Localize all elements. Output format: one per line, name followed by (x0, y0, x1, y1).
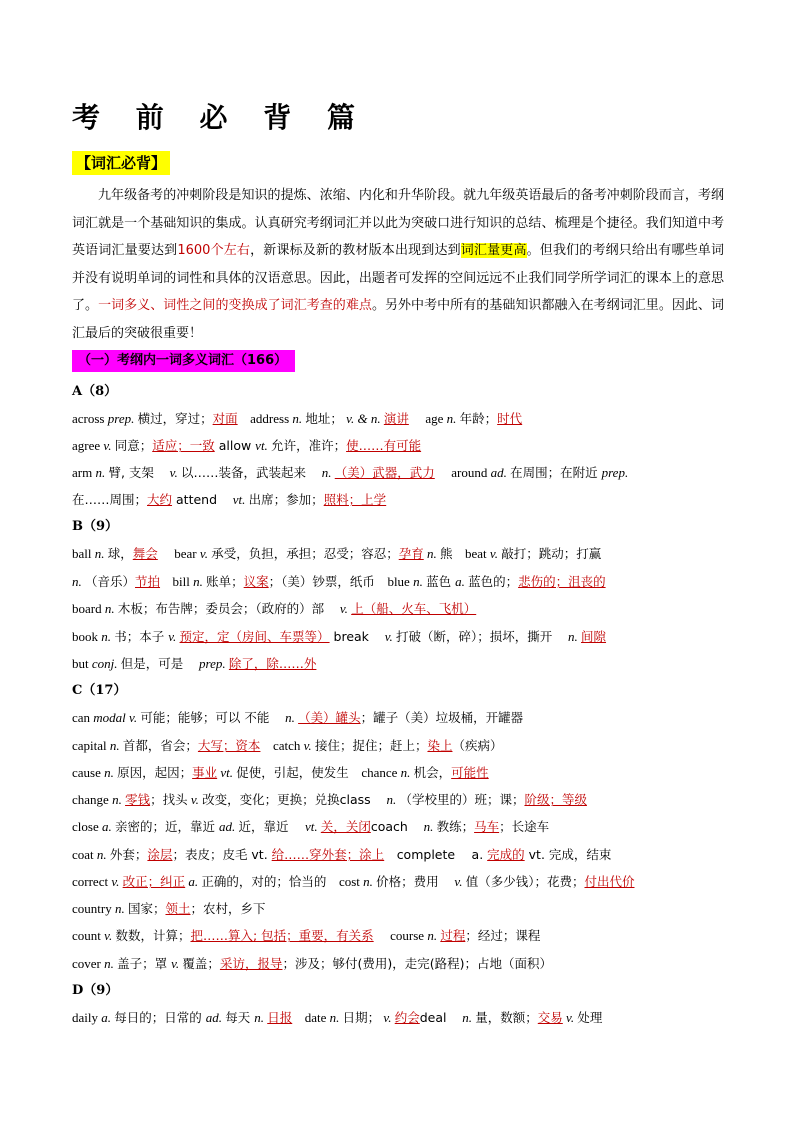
extended-meaning: 预定，定（房间、车票等） (179, 629, 330, 644)
extended-meaning: 改正；纠正 (122, 874, 186, 889)
headword: can (72, 710, 94, 725)
definition-text: 量，数额； (475, 1010, 538, 1025)
extended-meaning: 可能性 (451, 765, 489, 780)
headword: change (72, 792, 113, 807)
intro-text-3: 。但我们的考纲只给出有哪些单词并没有说明单词的词性和具体的汉语意思。因此，出题者可发挥的空间远远不止我们同学所学词汇的课本上的意思了。 (72, 243, 724, 313)
vocab-row (72, 436, 732, 456)
part-of-speech: a. (455, 574, 469, 589)
definition-text: 熊 (439, 546, 465, 561)
part-of-speech: n. (104, 956, 118, 971)
extended-meaning: 零钱 (125, 792, 151, 807)
part-of-speech: n. (420, 819, 437, 834)
headword: book (72, 629, 102, 644)
vocab-row (72, 736, 732, 756)
definition-text (409, 411, 425, 426)
extended-meaning: 孕育 (398, 546, 424, 561)
extended-meaning: 演讲 (383, 411, 409, 426)
part-of-speech: v. (451, 874, 466, 889)
headword: capital (72, 738, 110, 753)
headword: ball (72, 546, 95, 561)
definition-text: 接住；捉住；赶上； (314, 738, 428, 753)
vocab-row (72, 790, 732, 810)
definition-text: 可能；能够；可以 不能 (140, 710, 282, 725)
extended-meaning: 马车 (474, 819, 500, 834)
extended-meaning: 对面 (212, 411, 238, 426)
extended-meaning: 除了，除……外 (228, 656, 317, 671)
extended-meaning: 事业 (192, 765, 218, 780)
headword: correct (72, 874, 112, 889)
vocab-row (72, 572, 732, 592)
definition-text: coach (370, 819, 421, 834)
headword: date (304, 1010, 330, 1025)
headword: arm (72, 465, 96, 480)
definition-text: ；农村，乡下 (190, 901, 266, 916)
extended-meaning: 付出代价 (584, 874, 635, 889)
definition-text: 正确的，对的；恰当的 (201, 874, 339, 889)
extended-meaning: 领土 (165, 901, 191, 916)
vocab-row (72, 654, 732, 674)
part-of-speech: n. (281, 710, 299, 725)
part-of-speech: n. (363, 874, 377, 889)
definition-text: 承受，负担，承担；忍受；容忍； (211, 546, 399, 561)
definition-text: 打破（断，碎）；损坏，撕开 (396, 629, 565, 644)
vocab-row (72, 409, 732, 429)
definition-text (435, 465, 451, 480)
extended-meaning: 采访，报导 (219, 956, 283, 971)
headword: cover (72, 956, 105, 971)
intro-text-4: 。另外中考中所有的基础知识都融入在考纲词汇里。因此、词汇最后的突破很重要！ (72, 298, 724, 341)
vocab-row (72, 926, 732, 946)
part-of-speech: v. (562, 1010, 578, 1025)
part-of-speech: n. (193, 574, 207, 589)
definition-text: 允许，准许； (271, 438, 347, 453)
definition-text: 促使，引起，使发生 (236, 765, 362, 780)
extended-meaning: 给……穿外套；涂上 (271, 847, 385, 862)
definition-text: 外套； (109, 847, 148, 862)
headword: bear (174, 546, 200, 561)
part-of-speech: n. (104, 601, 118, 616)
part-of-speech: v. (103, 438, 115, 453)
vocab-row (72, 899, 732, 919)
headword: board (72, 601, 105, 616)
vocab-row (72, 845, 732, 865)
part-of-speech: n. (101, 629, 115, 644)
part-of-speech: v. (168, 629, 180, 644)
extended-meaning: 交易 (537, 1010, 563, 1025)
definition-text: ；（美）钞票，纸币 (268, 574, 388, 589)
headword: around (451, 465, 491, 480)
extended-meaning: 节拍 (135, 574, 161, 589)
definition-text: 臂, 支架 (108, 465, 167, 480)
definition-text: 亲密的；近，靠近 (114, 819, 219, 834)
extended-meaning: 过程 (440, 928, 466, 943)
definition-text: 但是，可是 (120, 656, 196, 671)
part-of-speech: ad. (490, 465, 511, 480)
extended-meaning: 阶级；等级 (524, 792, 587, 807)
part-of-speech: a. (101, 819, 115, 834)
definition-text: 书；本子 (114, 629, 169, 644)
extended-meaning: 时代 (497, 411, 523, 426)
definition-text (374, 928, 390, 943)
part-of-speech: v. (336, 601, 352, 616)
extended-meaning: 染上 (427, 738, 453, 753)
definition-text: 出席；参加； (248, 492, 324, 507)
definition-text: ；表皮；皮毛 vt. (172, 847, 272, 862)
part-of-speech: vt. (229, 492, 249, 507)
definition-text (158, 546, 174, 561)
definition-text: attend (172, 492, 230, 507)
intro-text-1: 九年级备考的冲刺阶段是知识的提炼、浓缩、内化和升华阶段。就九年级英语最后的备考冲刺阶段而言，考纲词汇就是一个基础知识的集成。认真研究考纲词汇并以此为突破口进行知识的总结、梳理是个捷径。我们知道中考英语词汇量要达到 (72, 188, 724, 258)
definition-text: 首都，省会； (122, 738, 198, 753)
definition-text: （疾病） (452, 738, 503, 753)
part-of-speech: n. (413, 574, 427, 589)
subsection-label: （一）考纲内一词多义词汇（166） (72, 350, 295, 372)
extended-meaning: 舞会 (132, 546, 158, 561)
definition-text: 原因，起因； (117, 765, 193, 780)
vocab-row (72, 599, 732, 619)
definition-text: 盖子；罩 (117, 956, 172, 971)
definition-text: 每天 (225, 1010, 255, 1025)
part-of-speech: n. (400, 765, 414, 780)
headword: close (72, 819, 102, 834)
extended-meaning: 上（船、火车、飞机） (351, 601, 477, 616)
part-of-speech: n. (383, 792, 400, 807)
headword: course (390, 928, 428, 943)
definition-text: 日期； (342, 1010, 381, 1025)
intro-highlight-difficulty: 一词多义、词性之间的变换成了词汇考查的难点 (98, 298, 372, 313)
part-of-speech: prep. (107, 411, 138, 426)
definition-text: 横过，穿过； (137, 411, 213, 426)
part-of-speech: n. (94, 546, 108, 561)
page-title: 考 前 必 背 篇 (72, 101, 368, 134)
part-of-speech: a. (101, 1010, 115, 1025)
group-header-a: A（8） (72, 384, 118, 399)
vocab-row (72, 490, 732, 510)
part-of-speech: v. (380, 1010, 395, 1025)
definition-text (292, 1010, 305, 1025)
part-of-speech: n. (318, 465, 335, 480)
definition-text: 处理 (577, 1010, 603, 1025)
part-of-speech: n. (329, 1010, 343, 1025)
headword: coat (72, 847, 97, 862)
definition-text: 以……装备，武装起来 (180, 465, 319, 480)
vocab-row (72, 544, 732, 564)
part-of-speech: ad. (205, 1010, 226, 1025)
vocab-row (72, 763, 732, 783)
definition-text: vt. 完成，结束 (524, 847, 612, 862)
vocab-row (72, 708, 732, 728)
extended-meaning: 涂层 (147, 847, 173, 862)
extended-meaning: 间隙 (581, 629, 607, 644)
headword: daily (72, 1010, 102, 1025)
intro-highlight-count: 1600个左右 (177, 243, 251, 258)
part-of-speech: n. (104, 765, 118, 780)
extended-meaning: 日报 (267, 1010, 293, 1025)
definition-text: 机会， (413, 765, 452, 780)
definition-text: 价格；费用 (376, 874, 452, 889)
definition-text: 敲打；跳动；打赢 (501, 546, 602, 561)
definition-text: 教练； (436, 819, 475, 834)
part-of-speech: v. (166, 465, 181, 480)
part-of-speech: v. (171, 956, 183, 971)
group-header-d: D（9） (72, 983, 119, 998)
part-of-speech: vt. (255, 438, 272, 453)
headword: cost (338, 874, 364, 889)
headword: count (72, 928, 105, 943)
vocab-row (72, 872, 732, 892)
vocab-row (72, 1008, 732, 1028)
part-of-speech: n. (446, 411, 460, 426)
extended-meaning: 关，关闭 (320, 819, 371, 834)
headword: country (72, 901, 115, 916)
definition-text: allow (214, 438, 256, 453)
definition-text: ；罐子（美）垃圾桶，开罐器 (360, 710, 524, 725)
part-of-speech: n. (423, 546, 440, 561)
headword: catch (272, 738, 304, 753)
part-of-speech: n. (564, 629, 582, 644)
part-of-speech: prep. (195, 656, 229, 671)
part-of-speech: a. (185, 874, 202, 889)
headword: agree (72, 438, 104, 453)
vocab-row (72, 817, 732, 837)
group-header-c: C（17） (72, 683, 127, 698)
part-of-speech: n. (109, 738, 123, 753)
vocab-row (72, 463, 732, 483)
definition-text: 每日的；日常的 (114, 1010, 206, 1025)
part-of-speech: v. (111, 874, 123, 889)
part-of-speech: v. (199, 546, 212, 561)
part-of-speech: n. (112, 792, 126, 807)
headword: blue (387, 574, 414, 589)
part-of-speech: n. (72, 574, 85, 589)
extended-meaning: 悲伤的；沮丧的 (518, 574, 606, 589)
part-of-speech: modal v. (93, 710, 141, 725)
extended-meaning: 照料；上学 (323, 492, 387, 507)
extended-meaning: 大约 (147, 492, 173, 507)
headword: bill (172, 574, 194, 589)
vocab-row (72, 954, 732, 974)
headword: address (250, 411, 293, 426)
definition-text: 覆盖； (182, 956, 220, 971)
definition-text (238, 411, 251, 426)
headword: but (72, 656, 92, 671)
definition-text: ；经过；课程 (465, 928, 541, 943)
definition-text: 数数，计算； (115, 928, 191, 943)
part-of-speech: vt. (217, 765, 237, 780)
part-of-speech: v. (104, 928, 116, 943)
definition-text: 球， (107, 546, 133, 561)
definition-text: complete a. (384, 847, 488, 862)
extended-meaning: 议案 (243, 574, 269, 589)
definition-text: ；长途车 (499, 819, 550, 834)
part-of-speech: v. (489, 546, 502, 561)
extended-meaning: 完成的 (487, 847, 525, 862)
definition-text: 国家； (127, 901, 166, 916)
definition-text: 木板；布告牌；委员会；（政府的）部 (117, 601, 337, 616)
part-of-speech: n. (95, 465, 109, 480)
section-label-vocabulary: 【词汇必背】 (72, 151, 170, 175)
definition-text: 改变，变化；更换；兑换class (202, 792, 384, 807)
definition-text: 蓝色 (426, 574, 456, 589)
definition-text: break (329, 629, 382, 644)
part-of-speech: n. (114, 901, 128, 916)
part-of-speech: n. (254, 1010, 268, 1025)
part-of-speech: vt. (304, 819, 321, 834)
extended-meaning: （美）罐头 (298, 710, 361, 725)
part-of-speech: conj. (91, 656, 121, 671)
definition-text: （音乐） (85, 574, 136, 589)
part-of-speech: v. (303, 738, 315, 753)
part-of-speech: n. (427, 928, 441, 943)
headword: across (72, 411, 108, 426)
definition-text: （学校里的）班；课； (399, 792, 525, 807)
intro-highlight-yellow: 词汇量更高 (460, 243, 527, 258)
extended-meaning: （美）武器，武力 (334, 465, 435, 480)
definition-text: 蓝色的； (468, 574, 519, 589)
part-of-speech: v. & n. (342, 411, 384, 426)
part-of-speech: v. (187, 792, 203, 807)
definition-text (160, 574, 173, 589)
definition-text: 值（多少钱）；花费； (465, 874, 585, 889)
headword: chance (361, 765, 401, 780)
definition-text: ；涉及；够付(费用)，走完(路程)；占地（面积） (282, 956, 552, 971)
part-of-speech: n. (459, 1010, 476, 1025)
part-of-speech: n. (96, 847, 110, 862)
part-of-speech: n. (292, 411, 306, 426)
definition-text: 近，靠近 (238, 819, 305, 834)
intro-text-2: ，新课标及新的教材版本出现到达到 (250, 243, 461, 258)
definition-text: 在周围；在附近 (510, 465, 602, 480)
definition-text: deal (419, 1010, 460, 1025)
definition-text (260, 738, 273, 753)
extended-meaning: 大写；资本 (197, 738, 261, 753)
headword: cause (72, 765, 105, 780)
definition-text: 同意； (114, 438, 153, 453)
extended-meaning: 使……有可能 (346, 438, 422, 453)
definition-text: ；找头 (150, 792, 188, 807)
definition-text: 地址； (305, 411, 343, 426)
extended-meaning: 约会 (394, 1010, 420, 1025)
definition-text: 在……周围； (72, 492, 148, 507)
definition-text: 年龄； (459, 411, 498, 426)
part-of-speech: prep. (601, 465, 629, 480)
part-of-speech: ad. (218, 819, 239, 834)
headword: beat (465, 546, 490, 561)
extended-meaning: 把……算入; 包括；重要，有关系 (190, 928, 374, 943)
vocab-row (72, 627, 732, 647)
headword: age (425, 411, 447, 426)
part-of-speech: v. (381, 629, 396, 644)
extended-meaning: 适应；一致 (152, 438, 215, 453)
intro-paragraph (72, 182, 724, 347)
definition-text: 账单； (206, 574, 244, 589)
group-header-b: B（9） (72, 519, 119, 534)
